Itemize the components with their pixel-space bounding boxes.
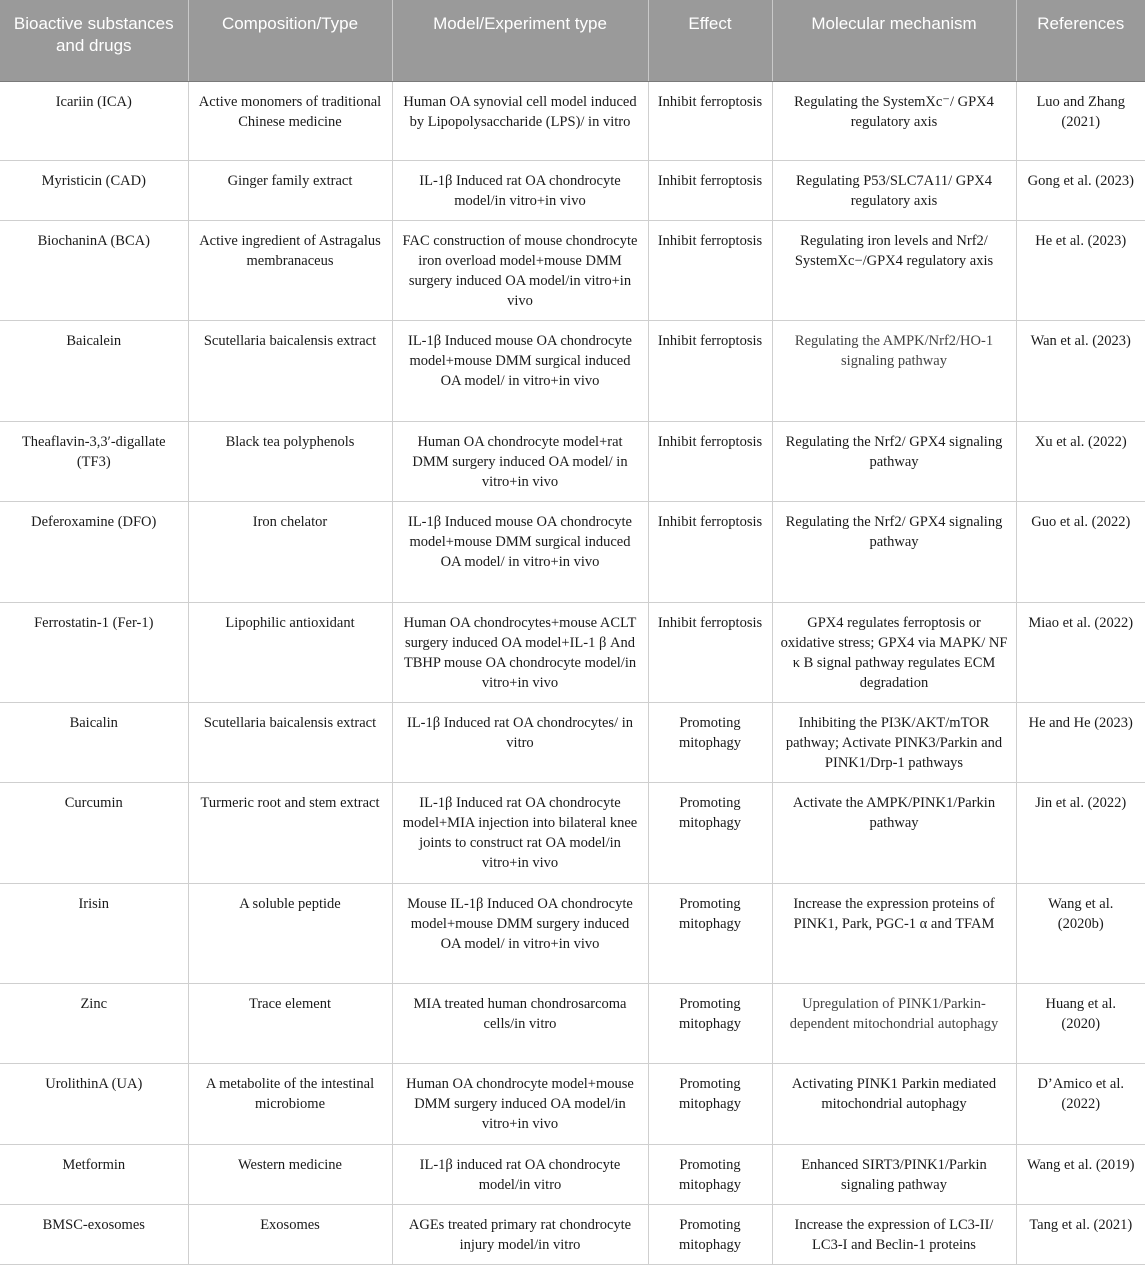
- cell-type: A soluble peptide: [188, 883, 392, 983]
- cell-mechanism: Upregulation of PINK1/Parkin-dependent mitochondrial autophagy: [772, 983, 1016, 1063]
- cell-type: Active monomers of traditional Chinese medicine: [188, 81, 392, 160]
- cell-mechanism: Regulating P53/SLC7A11/ GPX4 regulatory axis: [772, 160, 1016, 220]
- cell-reference: Jin et al. (2022): [1016, 782, 1145, 883]
- table-row: [0, 421, 1145, 501]
- header-references: References: [1016, 0, 1145, 81]
- cell-model: IL-1β Induced rat OA chondrocyte model+MIA injection into bilateral knee joints to construct rat OA model/in vitro+in vivo: [392, 782, 648, 883]
- header-model-experiment: Model/Experiment type: [392, 0, 648, 81]
- cell-mechanism: Inhibiting the PI3K/AKT/mTOR pathway; Activate PINK3/Parkin and PINK1/Drp-1 pathways: [772, 702, 1016, 782]
- table-row: [0, 1204, 1145, 1264]
- cell-substance: BMSC-exosomes: [0, 1204, 188, 1264]
- cell-reference: He and He (2023): [1016, 702, 1145, 782]
- cell-mechanism: Activate the AMPK/PINK1/Parkin pathway: [772, 782, 1016, 883]
- cell-effect: Promoting mitophagy: [648, 1063, 772, 1144]
- cell-reference: Huang et al. (2020): [1016, 983, 1145, 1063]
- cell-reference: Wang et al. (2019): [1016, 1144, 1145, 1204]
- cell-reference: Wan et al. (2023): [1016, 320, 1145, 421]
- cell-type: Scutellaria baicalensis extract: [188, 702, 392, 782]
- cell-model: IL-1β Induced mouse OA chondrocyte model+mouse DMM surgical induced OA model/ in vitro+in vivo: [392, 501, 648, 602]
- cell-model: IL-1β Induced mouse OA chondrocyte model+mouse DMM surgical induced OA model/ in vitro+in vivo: [392, 320, 648, 421]
- cell-effect: Promoting mitophagy: [648, 1204, 772, 1264]
- table-row: [0, 1063, 1145, 1144]
- cell-effect: Promoting mitophagy: [648, 702, 772, 782]
- cell-substance: Curcumin: [0, 782, 188, 883]
- cell-substance: Metformin: [0, 1144, 188, 1204]
- cell-substance: Icariin (ICA): [0, 81, 188, 160]
- cell-substance: Theaflavin-3,3′-digallate (TF3): [0, 421, 188, 501]
- cell-substance: Zinc: [0, 983, 188, 1063]
- cell-model: Human OA synovial cell model induced by Lipopolysaccharide (LPS)/ in vitro: [392, 81, 648, 160]
- cell-type: Ginger family extract: [188, 160, 392, 220]
- cell-type: Black tea polyphenols: [188, 421, 392, 501]
- cell-mechanism: Regulating the SystemXc⁻/ GPX4 regulatory axis: [772, 81, 1016, 160]
- cell-reference: Miao et al. (2022): [1016, 602, 1145, 702]
- cell-substance: UrolithinA (UA): [0, 1063, 188, 1144]
- table-row: [0, 220, 1145, 320]
- cell-model: IL-1β Induced rat OA chondrocytes/ in vitro: [392, 702, 648, 782]
- cell-mechanism: Regulating the Nrf2/ GPX4 signaling pathway: [772, 421, 1016, 501]
- cell-mechanism: Regulating the Nrf2/ GPX4 signaling pathway: [772, 501, 1016, 602]
- cell-effect: Inhibit ferroptosis: [648, 81, 772, 160]
- table-row: [0, 81, 1145, 160]
- cell-model: MIA treated human chondrosarcoma cells/in vitro: [392, 983, 648, 1063]
- cell-type: Scutellaria baicalensis extract: [188, 320, 392, 421]
- cell-substance: BiochaninA (BCA): [0, 220, 188, 320]
- cell-substance: Deferoxamine (DFO): [0, 501, 188, 602]
- cell-reference: Guo et al. (2022): [1016, 501, 1145, 602]
- cell-type: A metabolite of the intestinal microbiome: [188, 1063, 392, 1144]
- table-row: [0, 320, 1145, 421]
- cell-model: Mouse IL-1β Induced OA chondrocyte model+mouse DMM surgery induced OA model/ in vitro+in vivo: [392, 883, 648, 983]
- cell-effect: Inhibit ferroptosis: [648, 501, 772, 602]
- header-row: [0, 0, 1145, 81]
- cell-reference: Tang et al. (2021): [1016, 1204, 1145, 1264]
- table-row: [0, 501, 1145, 602]
- cell-effect: Inhibit ferroptosis: [648, 320, 772, 421]
- cell-substance: Myristicin (CAD): [0, 160, 188, 220]
- cell-mechanism: Activating PINK1 Parkin mediated mitochondrial autophagy: [772, 1063, 1016, 1144]
- cell-model: IL-1β induced rat OA chondrocyte model/in vitro: [392, 1144, 648, 1204]
- cell-substance: Baicalin: [0, 702, 188, 782]
- cell-model: Human OA chondrocyte model+mouse DMM surgery induced OA model/in vitro+in vivo: [392, 1063, 648, 1144]
- cell-model: AGEs treated primary rat chondrocyte injury model/in vitro: [392, 1204, 648, 1264]
- header-composition-type: Composition/Type: [188, 0, 392, 81]
- cell-mechanism: Enhanced SIRT3/PINK1/Parkin signaling pathway: [772, 1144, 1016, 1204]
- table-row: [0, 1144, 1145, 1204]
- cell-mechanism: Increase the expression of LC3-II/ LC3-I and Beclin-1 proteins: [772, 1204, 1016, 1264]
- cell-substance: Irisin: [0, 883, 188, 983]
- cell-mechanism: Regulating iron levels and Nrf2/ SystemXc−/GPX4 regulatory axis: [772, 220, 1016, 320]
- cell-reference: Luo and Zhang (2021): [1016, 81, 1145, 160]
- cell-reference: D’Amico et al. (2022): [1016, 1063, 1145, 1144]
- cell-effect: Promoting mitophagy: [648, 983, 772, 1063]
- cell-mechanism: Regulating the AMPK/Nrf2/HO-1 signaling pathway: [772, 320, 1016, 421]
- cell-effect: Inhibit ferroptosis: [648, 602, 772, 702]
- cell-type: Turmeric root and stem extract: [188, 782, 392, 883]
- header-molecular-mechanism: Molecular mechanism: [772, 0, 1016, 81]
- cell-type: Iron chelator: [188, 501, 392, 602]
- cell-model: FAC construction of mouse chondrocyte iron overload model+mouse DMM surgery induced OA model/in vitro+in vivo: [392, 220, 648, 320]
- cell-reference: Wang et al. (2020b): [1016, 883, 1145, 983]
- cell-type: Lipophilic antioxidant: [188, 602, 392, 702]
- header-effect: Effect: [648, 0, 772, 81]
- table-row: [0, 702, 1145, 782]
- table-row: [0, 983, 1145, 1063]
- table-row: [0, 782, 1145, 883]
- table-row: [0, 602, 1145, 702]
- header-substance: Bioactive substances and drugs: [0, 0, 188, 81]
- cell-mechanism: GPX4 regulates ferroptosis or oxidative stress; GPX4 via MAPK/ NF κ B signal pathway regulates ECM degradation: [772, 602, 1016, 702]
- cell-effect: Inhibit ferroptosis: [648, 220, 772, 320]
- cell-model: IL-1β Induced rat OA chondrocyte model/in vitro+in vivo: [392, 160, 648, 220]
- cell-effect: Promoting mitophagy: [648, 782, 772, 883]
- cell-model: Human OA chondrocyte model+rat DMM surgery induced OA model/ in vitro+in vivo: [392, 421, 648, 501]
- cell-reference: He et al. (2023): [1016, 220, 1145, 320]
- cell-substance: Ferrostatin-1 (Fer-1): [0, 602, 188, 702]
- cell-effect: Promoting mitophagy: [648, 883, 772, 983]
- cell-type: Trace element: [188, 983, 392, 1063]
- cell-model: Human OA chondrocytes+mouse ACLT surgery induced OA model+IL-1 β And TBHP mouse OA chondrocyte model/in vitro+in vivo: [392, 602, 648, 702]
- cell-type: Western medicine: [188, 1144, 392, 1204]
- cell-mechanism: Increase the expression proteins of PINK1, Park, PGC-1 α and TFAM: [772, 883, 1016, 983]
- cell-effect: Promoting mitophagy: [648, 1144, 772, 1204]
- table-row: [0, 883, 1145, 983]
- cell-reference: Gong et al. (2023): [1016, 160, 1145, 220]
- table-row: [0, 160, 1145, 220]
- cell-type: Exosomes: [188, 1204, 392, 1264]
- cell-effect: Inhibit ferroptosis: [648, 421, 772, 501]
- cell-substance: Baicalein: [0, 320, 188, 421]
- cell-effect: Inhibit ferroptosis: [648, 160, 772, 220]
- cell-type: Active ingredient of Astragalus membranaceus: [188, 220, 392, 320]
- cell-reference: Xu et al. (2022): [1016, 421, 1145, 501]
